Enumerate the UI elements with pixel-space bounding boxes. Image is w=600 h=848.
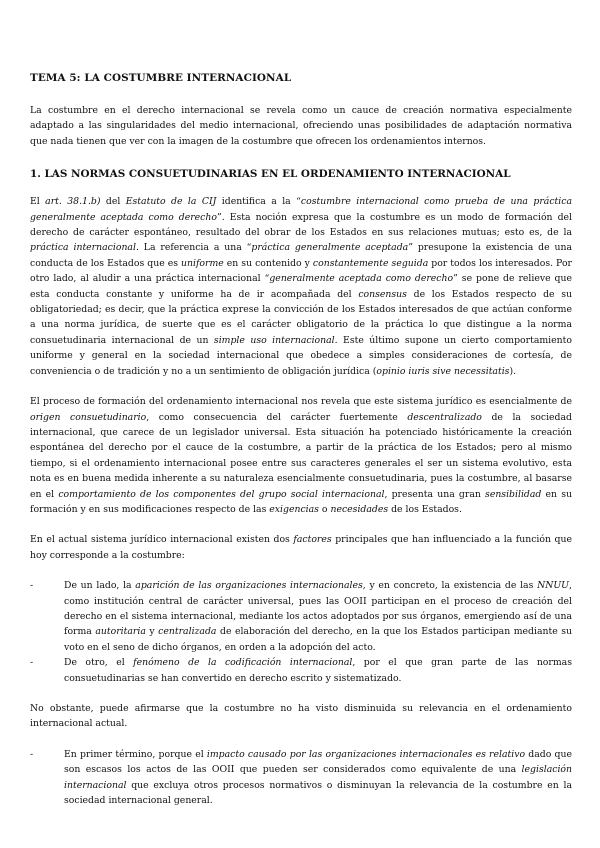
list-item-text: De otro, el fenómeno de la codificación internacional, por el que gran parte de las normas consuetudinarias se han convertido en derecho escrito y sistematizado. <box>64 657 572 684</box>
italic-run: origen consuetudinario <box>30 411 147 423</box>
italic-run: legislación internacional <box>64 764 572 791</box>
list-dash: - <box>30 657 34 669</box>
italic-run: práctica internacional <box>30 242 136 254</box>
section-heading: 1. LAS NORMAS CONSUETUDINARIAS EN EL ORDENAMIENTO INTERNACIONAL <box>30 168 511 181</box>
paragraph-definition: El art. 38.1.b) del Estatuto de la CIJ identifica a la “costumbre internacional como prueba de una práctica generalmente aceptada como derecho”. Esta noción expresa que la costumbre es un modo de formación del derecho de carácter espontáneo, resultado del obrar de los Estados en sus relaciones mutuas; esto es, de la práctica internacional. La referencia a una “práctica generalmente aceptada” presupone la existencia de una conducta de los Estados que es uniforme en su contenido y constantemente seguida por todos los interesados. Por otro lado, al aludir a una práctica internacional “generalmente aceptada como derecho” se pone de relieve que esta conducta constante y uniforme ha de ir acompañada del consensus de los Estados respecto de su obligatoriedad; es decir, que la práctica exprese la convicción de los Estados interesados de que actúan conforme a una norma jurídica, de suerte que es el carácter obligatorio de la práctica lo que distingue a la norma consuetudinaria internacional de un simple uso internacional. Este último supone un cierto comportamiento uniforme y general en la sociedad internacional que obedece a simples consideraciones de cortesía, de conveniencia o de tradición y no a un sentimiento de obligación jurídica (opinio iuris sive necessitatis). <box>30 196 572 377</box>
italic-run: descentralizado <box>407 411 482 423</box>
italic-run: factores <box>293 534 332 546</box>
list-item-text: De un lado, la aparición de las organizaciones internacionales, y en concreto, la existencia de las NNUU, como institución central de carácter universal, pues las OOII participan en el proceso de creación del derecho en el sistema internacional, mediante los actos adoptados por sus órganos, emergiendo así de una forma autoritaria y centralizada de elaboración del derecho, en la que los Estados participan mediante su voto en el seno de dicho órganos, en orden a la adopción del acto. <box>64 580 572 653</box>
paragraph-relevance: No obstante, puede afirmarse que la costumbre no ha visto disminuida su relevancia en el ordenamiento internacional actual. <box>30 703 572 730</box>
italic-run: práctica generalmente aceptada <box>251 242 409 254</box>
italic-run: constantemente seguida <box>312 257 429 269</box>
italic-run: fenómeno de la codificación internacional <box>133 657 353 669</box>
italic-run: aparición de las organizaciones internacionales <box>135 580 363 592</box>
list-item-organizations <box>30 578 572 655</box>
italic-run: generalmente aceptada como derecho <box>269 273 454 285</box>
italic-run: opinio iuris sive necessitatis <box>376 365 510 377</box>
paragraph-formation: El proceso de formación del ordenamiento internacional nos revela que este sistema jurídico es esencialmente de origen consuetudinario, como consecuencia del carácter fuertemente descentralizado de la sociedad internacional, que carece de un legislador universal. Esta situación ha potenciado históricamente la creación espontánea del derecho por el cauce de la costumbre, a partir de la práctica de los Estados; pero al mismo tiempo, si el ordenamiento internacional posee entre sus caracteres generales el ser un sistema evolutivo, esta nota es en buena medida inherente a su naturaleza esencialmente consuetudinaria, pues la costumbre, al basarse en el comportamiento de los componentes del grupo social internacional, presenta una gran sensibilidad en su formación y en sus modificaciones respecto de las exigencias o necesidades de los Estados. <box>30 396 572 515</box>
italic-run: sensibilidad <box>485 488 542 500</box>
list-item-text: En primer término, porque el impacto causado por las organizaciones internacionales es relativo dado que son escasos los actos de las OOII que pueden ser considerados como equivalente de una legislación internacional que excluya otros procesos normativos o disminuyan la relevancia de la costumbre en la sociedad internacional general. <box>64 748 572 807</box>
intro-paragraph: La costumbre en el derecho internacional se revela como un cauce de creación normativa especialmente adaptado a las singularidades del medio internacional, ofreciendo unas posibilidades de adaptación normativa que nada tienen que ver con la imagen de la costumbre que ofrecen los ordenamientos internos. <box>30 105 572 147</box>
list-dash: - <box>30 748 34 760</box>
paragraph-factors: En el actual sistema jurídico internacional existen dos factores principales que han influenciado a la función que hoy corresponde a la costumbre: <box>30 534 572 561</box>
italic-run: comportamiento de los componentes del grupo social internacional <box>58 488 385 500</box>
italic-run: costumbre internacional como prueba de una práctica generalmente aceptada como derecho <box>30 196 572 223</box>
list-item-codification <box>30 655 572 686</box>
document-title: TEMA 5: LA COSTUMBRE INTERNACIONAL <box>30 72 292 84</box>
italic-run: exigencias <box>269 503 319 515</box>
italic-run: Estatuto de la CIJ <box>125 196 217 208</box>
italic-run: centralizada <box>158 626 217 638</box>
italic-run: autoritaria <box>95 626 146 638</box>
list-dash: - <box>30 580 34 592</box>
list-item-impact <box>30 747 572 809</box>
italic-run: consensus <box>358 288 407 300</box>
italic-run: NNUU <box>537 580 570 592</box>
italic-run: impacto causado por las organizaciones internacionales es relativo <box>206 748 526 760</box>
italic-run: art. 38.1.b) <box>45 196 101 208</box>
italic-run: necesidades <box>330 503 389 515</box>
italic-run: uniforme <box>181 257 224 269</box>
italic-run: simple uso internacional <box>213 334 335 346</box>
